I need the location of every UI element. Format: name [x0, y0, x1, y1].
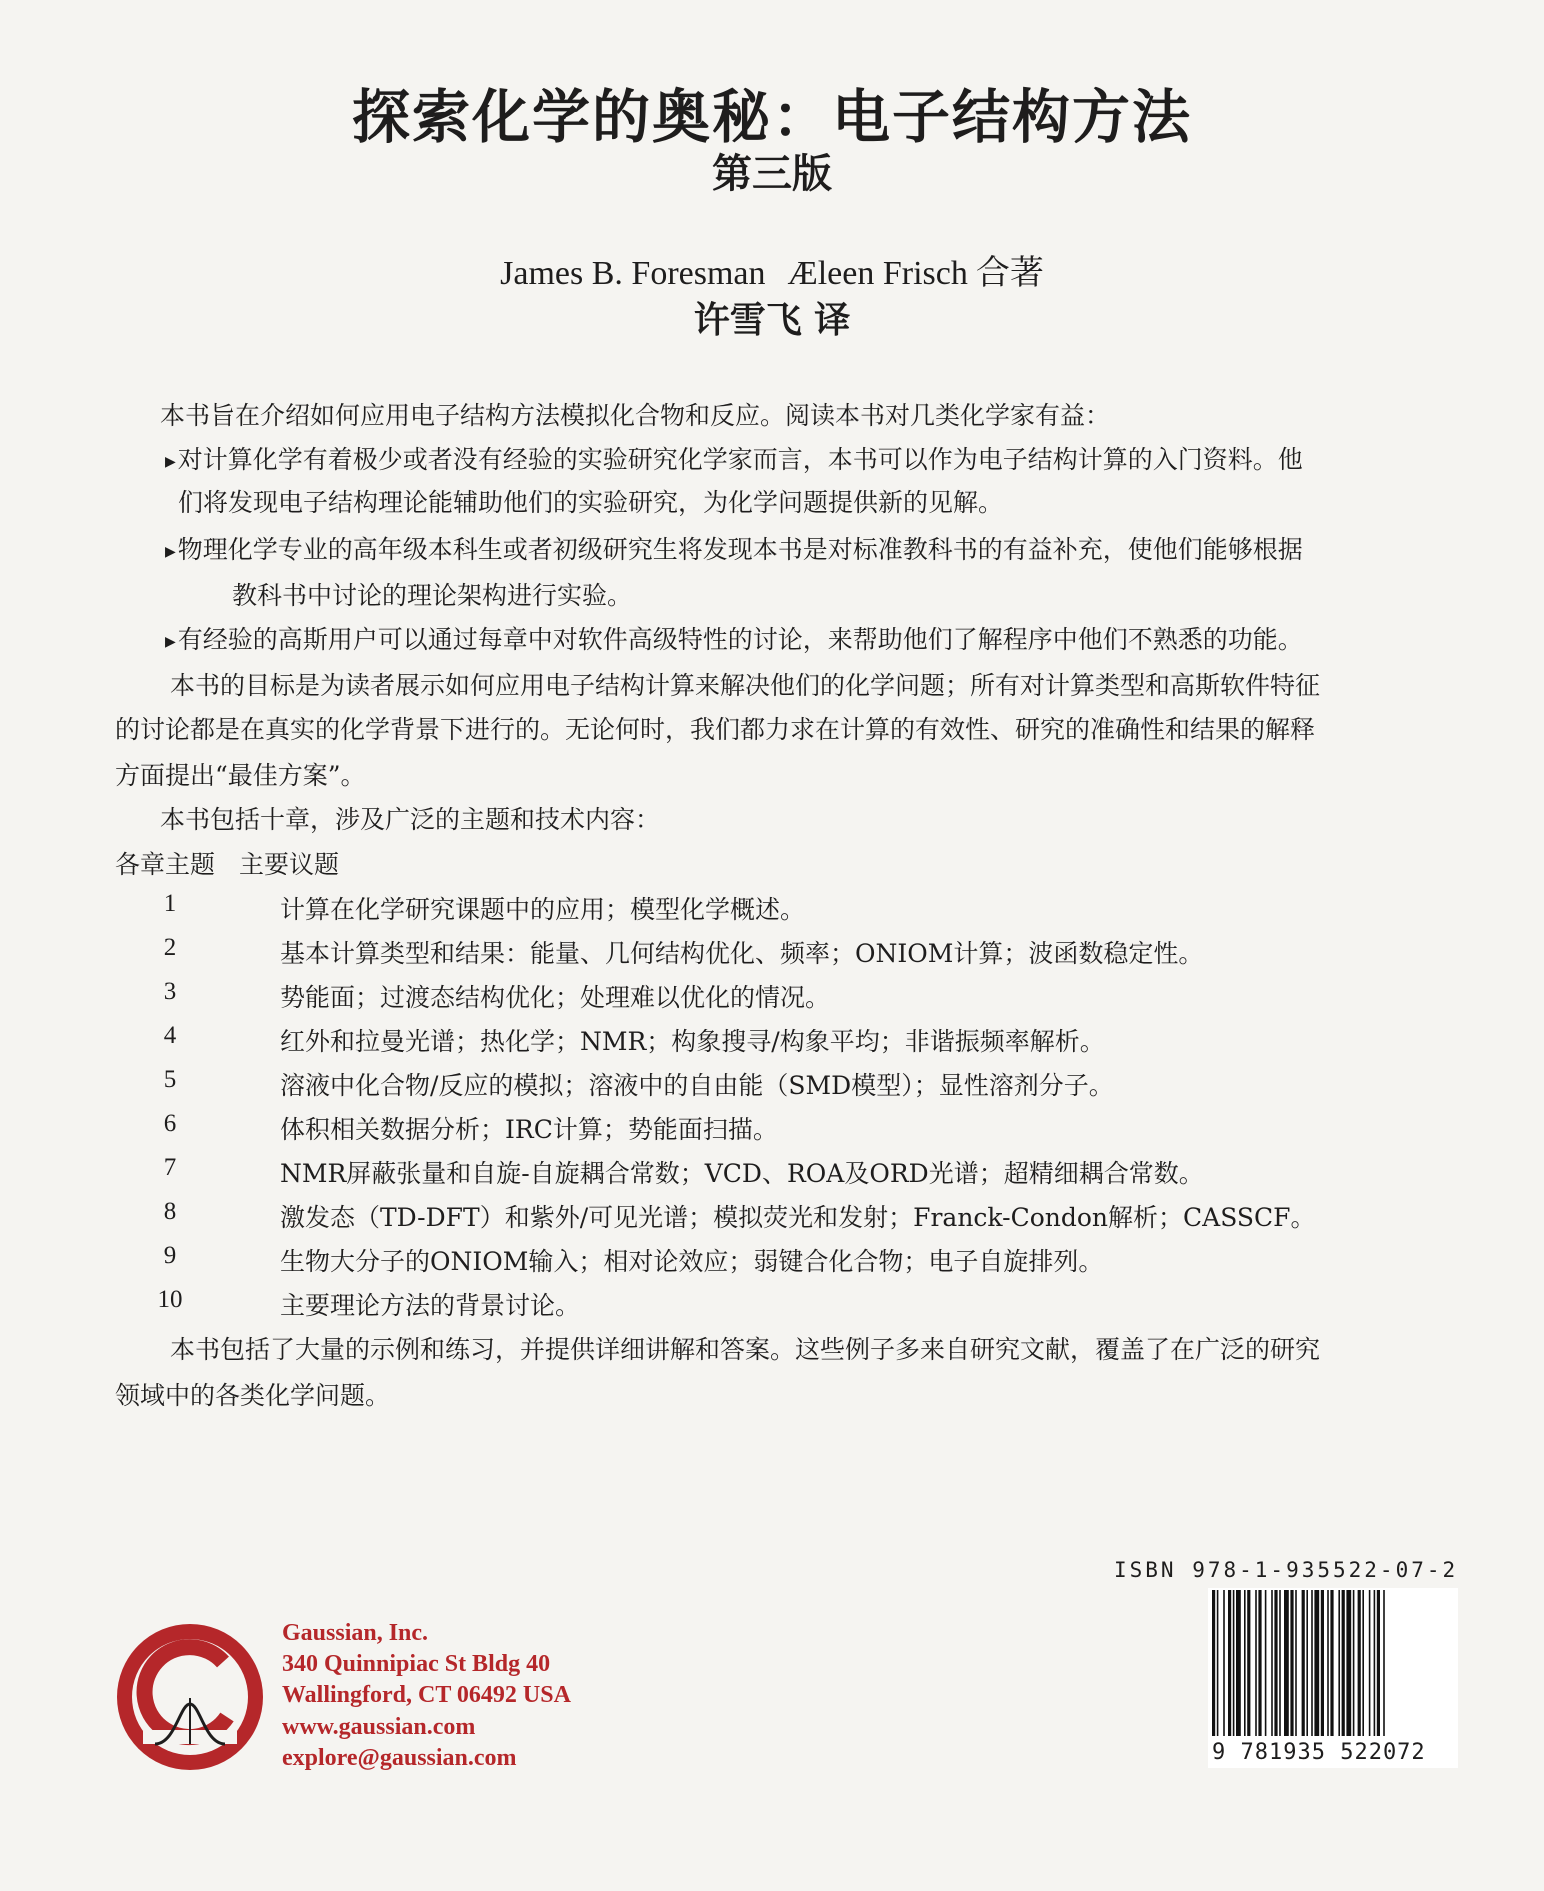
- author-1: James B. Foresman: [500, 255, 766, 292]
- barcode-icon: [1208, 1588, 1458, 1738]
- bullet-2-line-2: 教科书中讨论的理论架构进行实验。: [232, 581, 633, 610]
- topics-header-col2: 主要议题: [239, 850, 340, 879]
- authors-line: [0, 245, 1544, 294]
- publisher-website[interactable]: www.gaussian.com: [282, 1713, 476, 1740]
- book-back-cover: 探索化学的奥秘：电子结构方法 第三版 James B. Foresman Æleen Frisch 合著 许雪飞 译 本书旨在介绍如何应用电子结构方法模拟化合物和反应。阅读本书对几类化学家有益： ▶对计算化学有着极少或者没有经验的实验研究化学家而言，本书可以作为电子结构计算的入门资料。他 们将发现电子结构理论能辅助他们的实验研究，为化学问题提供新的见解。 ▶物理化学专业的高年级本科生或者初级研究生将发现本书是对标准教科书的有益补充，使他们能够根据 教科书中讨论的理论架构进行实验。 ▶有经验的高斯用户可以通过每章中对软件高级特性的讨论，来帮助他们了解程序中他们不熟悉的功能。 本书的目标是为读者展示如何应用电子结构计算来解决他们的化学问题；所有对计算类型和高斯软件特征 的讨论都是在真实的化学背景下进行的。无论何时，我们都力求在计算的有效性、研究的准确性和结果的解释 方面提出“最佳方案”。 本书包括十章，涉及广泛的主题和技术内容： 各章主题 主要议题 1 计算在化学研究课题中的应用；模型化学概述。 2 基本计算类型和结果：能量、几何结构优化、频率；ONIOM计算；波函数稳定性。 3 势能面；过渡态结构优化；处理难以优化的情况。 4 红外和拉曼光谱；热化学；NMR；构象搜寻/构象平均；非谐振频率解析。 5 溶液中化合物/反应的模拟；溶液中的自由能（SMD模型）；显性溶剂分子。 6 体积相关数据分析；IRC计算；势能面扫描。 7 NMR屏蔽张量和自旋-自旋耦合常数；VCD、ROA及ORD光谱；超精细耦合常数。 8 激发态（TD-DFT）和紫外/可见光谱；模拟荧光和发射；Franck-Condon解析；CASSCF。 9 生物大分子的ONIOM输入；相对论效应；弱键合化合物；电子自旋排列。 10 主要理论方法的背景讨论。 本书包括了大量的示例和练习，并提供详细讲解和答案。这些例子多来自研究文献，覆盖了在广泛的研究 领域中的各类化学问题。 ISBN 978-1-935522-07-2 9 781935 522072 Gaussian, Inc. 340 Quinnipiac St Bldg 40 Wallingford, CT 06492 USA www.gaussian.com explore@gaussian.com: [0, 0, 1544, 1891]
- goal-line-3: 方面提出“最佳方案”。: [115, 761, 366, 790]
- topics-header: [115, 845, 339, 881]
- bullet-arrow-icon: ▶: [165, 454, 176, 470]
- translator-line: 许雪飞 译: [693, 299, 851, 341]
- closing-line-2: 领域中的各类化学问题。: [115, 1381, 391, 1410]
- barcode-digits: 9 781935 522072: [1212, 1740, 1426, 1765]
- closing-line-1: 本书包括了大量的示例和练习，并提供详细讲解和答案。这些例子多来自研究文献，覆盖了在广泛的研究: [170, 1335, 1321, 1364]
- chapters-intro: 本书包括十章，涉及广泛的主题和技术内容：: [160, 805, 661, 834]
- bullet-3-line-1: ▶有经验的高斯用户可以通过每章中对软件高级特性的讨论，来帮助他们了解程序中他们不熟悉的功能。: [165, 625, 1303, 654]
- goal-line-1: 本书的目标是为读者展示如何应用电子结构计算来解决他们的化学问题；所有对计算类型和高斯软件特征: [170, 671, 1321, 700]
- authors-suffix: 合著: [975, 253, 1044, 293]
- publisher-info: [282, 1618, 571, 1774]
- author-2: Æleen Frisch: [787, 255, 968, 292]
- bullet-arrow-icon: ▶: [165, 544, 176, 560]
- book-title: 探索化学的奥秘：电子结构方法: [351, 83, 1192, 151]
- gaussian-logo-icon: [115, 1622, 265, 1772]
- publisher-address-1: 340 Quinnipiac St Bldg 40: [282, 1651, 551, 1678]
- isbn-label: ISBN 978-1-935522-07-2: [1114, 1558, 1459, 1582]
- bullet-2-line-1: ▶物理化学专业的高年级本科生或者初级研究生将发现本书是对标准教科书的有益补充，使他们能够根据: [165, 535, 1303, 564]
- bullet-1-line-1: ▶对计算化学有着极少或者没有经验的实验研究化学家而言，本书可以作为电子结构计算的入门资料。他: [165, 445, 1303, 474]
- goal-line-2: 的讨论都是在真实的化学背景下进行的。无论何时，我们都力求在计算的有效性、研究的准确性和结果的解释: [115, 715, 1316, 744]
- intro-lead: 本书旨在介绍如何应用电子结构方法模拟化合物和反应。阅读本书对几类化学家有益：: [160, 401, 1111, 430]
- book-edition: 第三版: [712, 150, 832, 197]
- bullet-arrow-icon: ▶: [165, 634, 176, 650]
- publisher-address-2: Wallingford, CT 06492 USA: [282, 1682, 571, 1709]
- bullet-1-line-2: 们将发现电子结构理论能辅助他们的实验研究，为化学问题提供新的见解。: [178, 488, 1004, 517]
- publisher-email[interactable]: explore@gaussian.com: [282, 1744, 517, 1771]
- topics-header-col1: 各章主题: [115, 850, 216, 879]
- publisher-name: Gaussian, Inc.: [282, 1620, 429, 1646]
